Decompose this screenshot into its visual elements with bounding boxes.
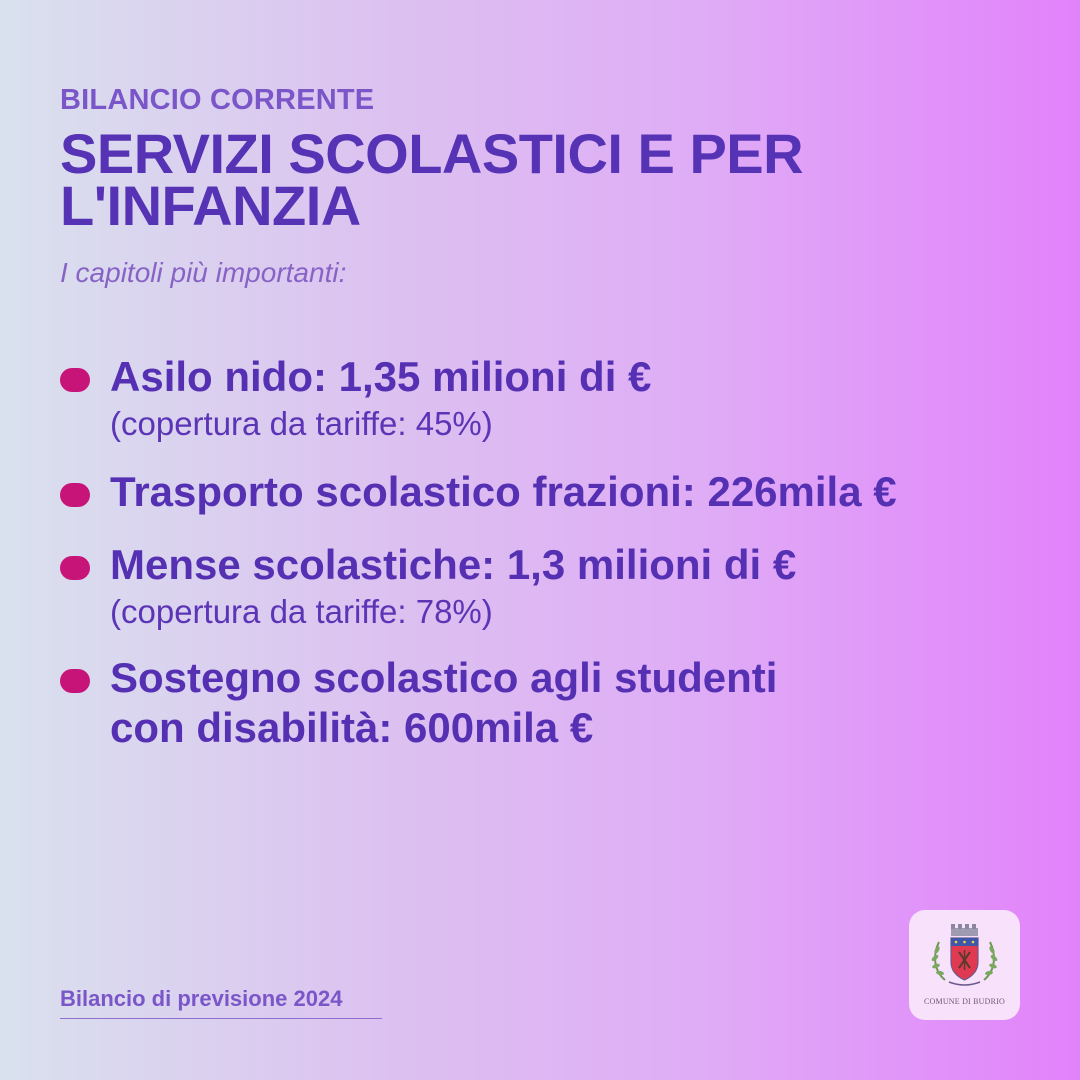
municipality-logo bbox=[909, 910, 1020, 1020]
section-kicker: BILANCIO CORRENTE bbox=[60, 84, 375, 116]
bullet-icon bbox=[60, 669, 90, 693]
logo-caption: COMUNE DI BUDRIO bbox=[924, 997, 1005, 1006]
list-item bbox=[60, 540, 1040, 632]
chapters-list bbox=[60, 352, 1040, 753]
page-title: SERVIZI SCOLASTICI E PER L'INFANZIA bbox=[60, 122, 804, 237]
item-main-text: Mense scolastiche: 1,3 milioni di € bbox=[110, 541, 797, 588]
list-item bbox=[60, 653, 1040, 753]
item-main-text: Trasporto scolastico frazioni: 226mila € bbox=[110, 468, 897, 515]
item-note: (copertura da tariffe: 45%) bbox=[110, 405, 493, 442]
coat-of-arms-icon bbox=[909, 910, 1020, 1000]
footer-label: Bilancio di previsione 2024 bbox=[60, 986, 382, 1019]
list-item bbox=[60, 352, 1040, 444]
bullet-icon bbox=[60, 368, 90, 392]
list-item bbox=[60, 467, 1040, 517]
item-note: (copertura da tariffe: 78%) bbox=[110, 593, 493, 630]
item-main-text: Asilo nido: 1,35 milioni di € bbox=[110, 353, 652, 400]
bullet-icon bbox=[60, 556, 90, 580]
page-subtitle: I capitoli più importanti: bbox=[60, 257, 347, 288]
item-main-text: Sostegno scolastico agli studenti con disabilità: 600mila € bbox=[110, 654, 778, 751]
bullet-icon bbox=[60, 483, 90, 507]
